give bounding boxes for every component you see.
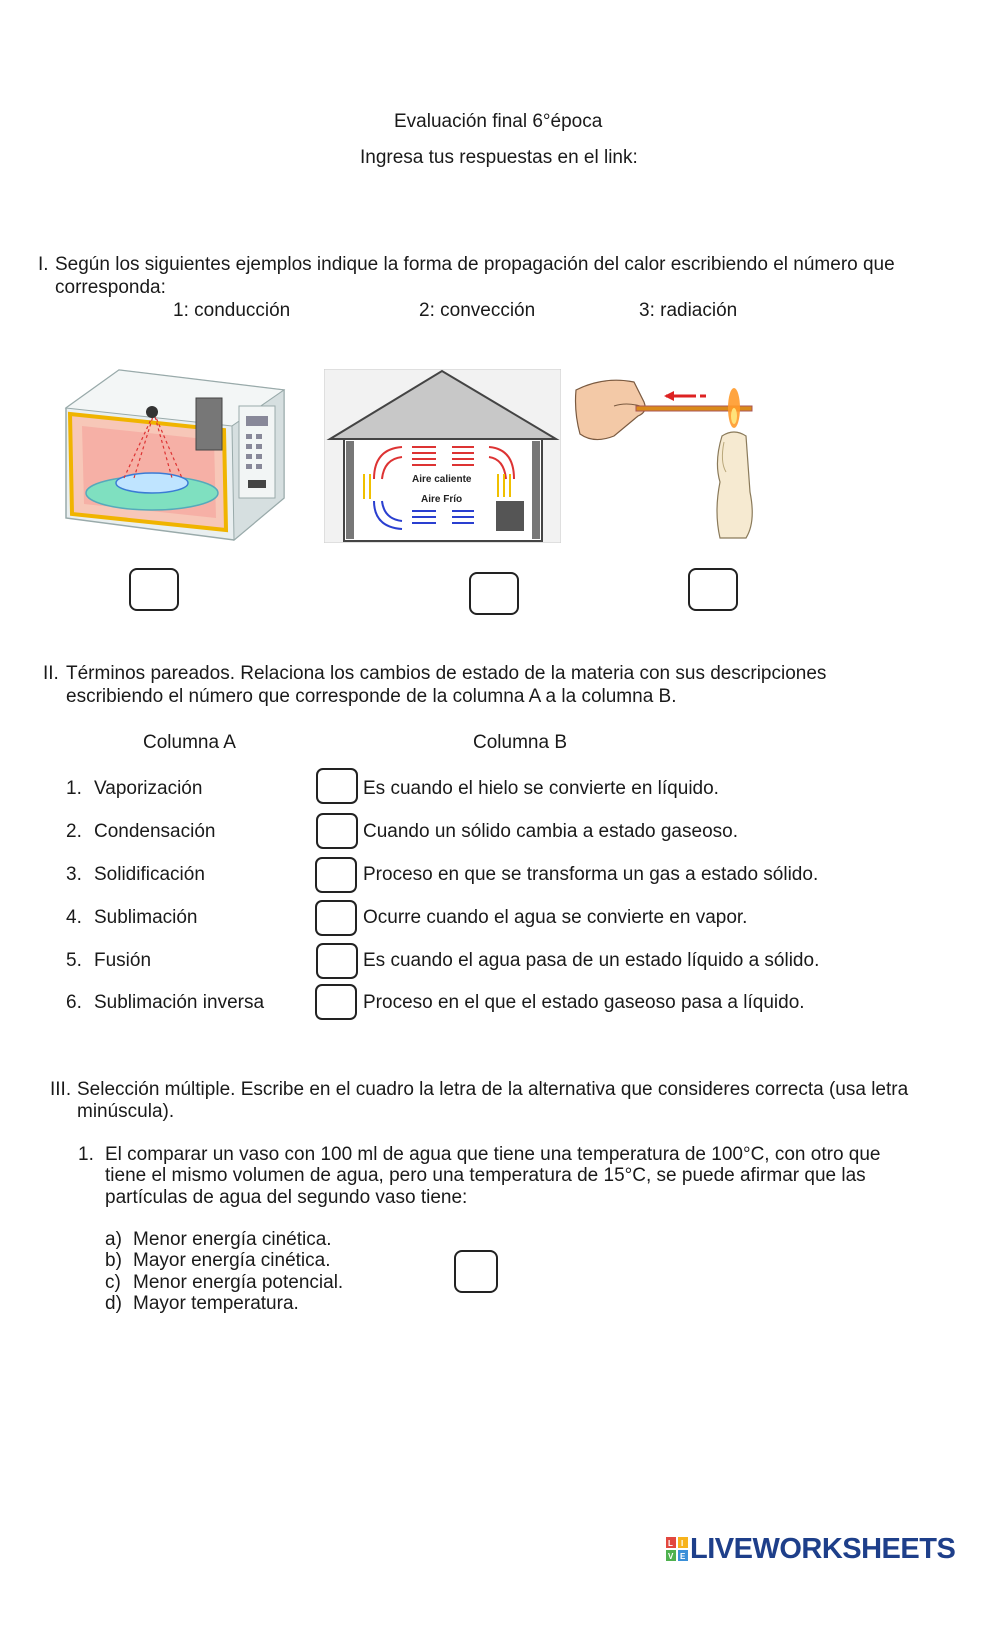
column-a-term: Sublimación inversa [94,992,265,1013]
page-subtitle: Ingresa tus respuestas en el link: [360,147,638,168]
section2-instruction-line1: Términos pareados. Relaciona los cambios de estado de la materia con sus descripciones [66,663,827,684]
column-b-description: Es cuando el agua pasa de un estado líquido a sólido. [363,950,820,971]
column-a-number: 3. [66,864,82,885]
section3-numeral: III. [50,1079,72,1100]
answer-box-microwave[interactable] [129,568,179,611]
option-letter: c) [105,1272,121,1293]
column-a-number: 5. [66,950,82,971]
page-title: Evaluación final 6°época [394,111,603,132]
column-a-number: 2. [66,821,82,842]
svg-text:I: I [681,1539,684,1548]
option-conduction: 1: conducción [173,300,291,321]
column-b-description: Ocurre cuando el agua se convierte en vapor. [363,907,748,928]
multiple-choice-answer-box[interactable] [454,1250,498,1293]
section1-instruction-line1: Según los siguientes ejemplos indique la forma de propagación del calor escribiendo el número que [55,254,895,275]
column-a-term: Fusión [94,950,152,971]
column-a-term: Sublimación [94,907,198,928]
column-b-description: Es cuando el hielo se convierte en líquido. [363,778,719,799]
question-text-line1: El comparar un vaso con 100 ml de agua que tiene una temperatura de 100°C, con otro que [105,1144,881,1165]
convection-house-image [324,369,561,543]
option-text: Mayor energía cinética. [133,1250,331,1271]
column-a-header: Columna A [143,732,236,753]
answer-box-candle[interactable] [688,568,738,611]
section3-instruction-line1: Selección múltiple. Escribe en el cuadro la letra de la alternativa que consideres correcta (usa letra [77,1079,909,1100]
column-b-description: Cuando un sólido cambia a estado gaseoso. [363,821,738,842]
column-b-description: Proceso en el que el estado gaseoso pasa a líquido. [363,992,805,1013]
candle-rod-image [574,372,766,542]
option-letter: d) [105,1293,122,1314]
section2-numeral: II. [43,663,59,684]
match-answer-box[interactable] [315,984,357,1020]
label-cold-air: Aire Frío [421,494,463,505]
option-letter: b) [105,1250,122,1271]
question-text-line2: tiene el mismo volumen de agua, pero una temperatura de 15°C, se puede afirmar que las [105,1165,866,1186]
column-b-header: Columna B [473,732,567,753]
option-text: Menor energía potencial. [133,1272,344,1293]
liveworksheets-logo [666,1534,955,1564]
microwave-image [64,368,286,544]
match-answer-box[interactable] [315,900,357,936]
svg-text:V: V [668,1552,674,1561]
option-text: Mayor temperatura. [133,1293,299,1314]
column-a-number: 4. [66,907,82,928]
svg-text:L: L [668,1539,673,1548]
column-a-number: 1. [66,778,82,799]
match-answer-box[interactable] [316,943,358,979]
question-text-line3: partículas de agua del segundo vaso tiene: [105,1187,468,1208]
svg-text:E: E [680,1552,686,1561]
label-hot-air: Aire caliente [412,474,472,485]
question-number: 1. [78,1144,94,1165]
option-radiation: 3: radiación [639,300,738,321]
section3-instruction-line2: minúscula). [77,1101,175,1122]
section1-instruction-line2: corresponda: [55,277,166,298]
option-convection: 2: convección [419,300,536,321]
section2-instruction-line2: escribiendo el número que corresponde de la columna A a la columna B. [66,686,677,707]
column-a-term: Condensación [94,821,216,842]
column-b-description: Proceso en que se transforma un gas a estado sólido. [363,864,819,885]
answer-box-house[interactable] [469,572,519,615]
column-a-term: Vaporización [94,778,203,799]
match-answer-box[interactable] [315,857,357,893]
column-a-number: 6. [66,992,82,1013]
liveworksheets-logo-icon [666,1537,688,1561]
match-answer-box[interactable] [316,813,358,849]
match-answer-box[interactable] [316,768,358,804]
section1-numeral: I. [38,254,49,275]
option-text: Menor energía cinética. [133,1229,332,1250]
option-letter: a) [105,1229,122,1250]
column-a-term: Solidificación [94,864,205,885]
liveworksheets-brand: LIVEWORKSHEETS [690,1532,956,1565]
